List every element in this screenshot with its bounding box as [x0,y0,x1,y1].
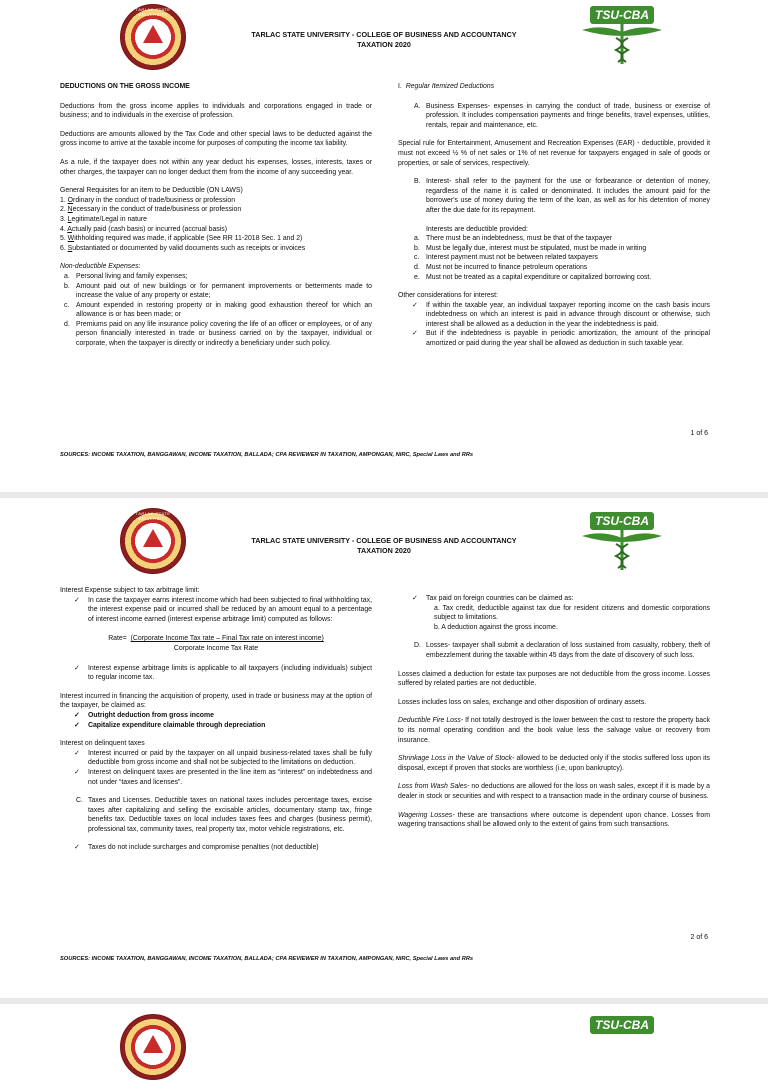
nondeductible-list [60,272,372,349]
page2-right-column [398,594,710,839]
document-header [0,536,768,556]
arbitrage-formula [60,634,372,653]
sources-footer: SOURCES: INCOME TAXATION, BANGGAWAN, INCOME TAXATION, BALLADA; CPA REVIEWER IN TAXATION, AMPONGAN, NIRC, Special Laws and RRs [60,956,474,962]
list-item: e. Must not be treated as a capital expenditure or capitalized borrowing cost. [414,273,652,281]
tsu-cba-logo [578,1014,666,1076]
header-line-2: TAXATION 2020 [357,40,411,49]
list-item: b. Must be legally due, interest must be stipulated, must be made in writing [414,244,647,252]
requisite-item: 2. Necessary in the conduct of trade/business or profession [60,206,242,214]
list-item: ✓ Interest expense arbitrage limits is applicable to all taxpayers (including individuals) subject to regular income tax. [74,664,372,682]
tsu-cba-logo-text: TSU-CBA [590,1016,654,1034]
section-title-deductions: DEDUCTIONS ON THE GROSS INCOME [60,83,190,90]
formula-numerator: (Corporate Income Tax rate – Final Tax rate on interest income) [130,635,324,643]
list-item: ✓ Interest on delinquent taxes are presented in the line item as “interest” on indebtedness and not under “taxes and licenses”. [74,768,372,786]
seal-text: TARLAC STATE UNIVERSITY [135,7,171,17]
tsu-cba-logo-text: TSU-CBA [590,6,654,24]
checkmark-icon: ✓ [74,768,80,776]
paragraph-fire-loss: Deductible Fire Loss- If not totally destroyed is the lower between the cost to restore the property back to its normal operating condition and the book value less the salvage value or recovery from insurance. [398,717,711,744]
checkmark-icon: ✓ [412,301,418,309]
arbitrage-title: Interest Expense subject to tax arbitrage limit: [60,587,200,594]
list-item: ✓ Interest incurred or paid by the taxpayer on all unpaid business-related taxes shall be fully deductible from gross income and shall not be subjected to the limitations on deduction. [74,749,372,767]
seal-text: TARLAC STATE UNIVERSITY [135,511,171,521]
list-item: ✓ Capitalize expenditure claimable through depreciation [74,721,266,729]
header-line-2: TAXATION 2020 [357,546,411,555]
list-item: ✓ In case the taxpayer earns interest income which had been subjected to final withholding tax, the interest expense paid or incurred shall be reduced by an amount equal to a percentage of interest income earned (interest expense arbitrage limit) computed as follows: [74,596,372,623]
checkmark-icon: ✓ [74,749,80,757]
list-item: ✓ If within the taxable year, an individual taxpayer reporting income on the cash basis incurs indebtedness on which an interest is paid in advance through discount or otherwise, such interest shall be allowed as a deduction in the year the indebtedness is paid. [412,301,710,328]
paragraph-shrinkage-loss: Shrinkage Loss in the Value of Stock- allowed to be deducted only if the stocks suffered loss upon its disposal, except if proven that stocks are worthless (i.e, upon bankruptcy). [398,755,711,772]
checkmark-icon: ✓ [74,596,80,604]
list-item: d. Must not be incurred to finance petroleum operations [414,263,588,271]
seal-triangle-icon [143,1035,163,1053]
interest-conditions-list [398,234,710,282]
list-item-interest: B. Interest- shall refer to the payment for the use or forbearance or detention of money, regardless of the name it is called or denominated. It includes the amount paid for the borrower's use of money during the term of the loan, as well as for his detention of money after the due date for its repayment. [414,178,710,214]
list-item: c. Amount expended in restoring property or in making good exhaustion thereof for which an allowance is or has been made; or [64,301,372,319]
paragraph-wash-sales: Loss from Wash Sales- no deductions are allowed for the loss on wash sales, except if it is made by a dealer in stock or securities and with respect to a transaction made in the ordinary course of business. [398,783,710,800]
checkmark-icon: ✓ [74,711,80,719]
requisite-item: 1. Ordinary in the conduct of trade/business or profession [60,196,236,204]
paragraph: Deductions from the gross income applies to individuals and corporations engaged in trade or business; and to individuals in the exercise of profession. [60,102,372,120]
paragraph: As a rule, if the taxpayer does not within any year deduct his expenses, losses, interests, taxes or other charges, the taxpayer can no longer deduct them from the income of any succeeding year. [60,158,372,176]
list-item: ✓ Tax paid on foreign countries can be claimed as: [412,595,574,602]
checkmark-icon: ✓ [74,721,80,729]
paragraph-wagering-losses: Wagering Losses- these are transactions where outcome is dependent upon chance. Losses from wagering transactions shall be allowed only to the extent of gains from such transactions. [398,811,710,829]
requisite-item: 6. Substantiated or documented by valid documents such as receipts or invoices [60,244,306,252]
list-item: d. Premiums paid on any life insurance policy covering the life of an officer or employees, or of any person financially interested in trade or business carried on by the taxpayer, individual or corporate, when the taxpayer is directly or indirectly a beneficiary under such policy. [64,320,372,348]
page-number: 2 of 6 [690,934,708,941]
requisites-title: General Requisites for an item to be Deductible (ON LAWS) [60,187,243,195]
requisite-item: 5. Withholding required was made, if applicable (See RR 11-2018 Sec. 1 and 2) [60,235,303,243]
delinquent-taxes-list [60,749,372,787]
header-line-1: TARLAC STATE UNIVERSITY - COLLEGE OF BUSINESS AND ACCOUNTANCY [251,30,517,39]
paragraph-ear: Special rule for Entertainment, Amusement and Recreation Expenses (EAR) - deductible, provided it must not exceed ½ % of net sales or 1% of net revenue for taxpayers engaged in sale of goods or properties, or sale of services, respectively. [398,140,710,167]
list-item: a. Personal living and family expenses; [64,272,188,280]
page-2 [0,498,768,978]
requisites-list [60,196,372,254]
paragraph: Losses includes loss on sales, exchange and other disposition of ordinary assets. [398,698,647,706]
list-item: ✓ Outright deduction from gross income [74,711,214,719]
requisite-item: 3. Legitimate/Legal in nature [60,215,147,223]
formula-label: Rate= [108,635,127,643]
page-number: 1 of 6 [690,430,708,437]
list-item: a. There must be an indebtedness, must be that of the taxpayer [414,235,613,243]
foreign-option-b: b. A deduction against the gross income. [434,623,558,631]
list-item-losses: D. Losses- taxpayer shall submit a declaration of loss sustained from casualty, robbery, theft of embezzlement during the taxable within 45 days from the date of discovery of such loss. [414,642,710,659]
other-considerations-title: Other considerations for interest: [398,292,498,300]
paragraph: Losses claimed a deduction for estate tax purposes are not deductible from the gross income. Losses suffered by related parties are not deductible. [398,670,710,688]
page-3-partial [0,1004,768,1032]
document-header [0,30,768,50]
section-heading-regular-itemized: I. Regular Itemized Deductions [398,83,495,90]
paragraph: Deductions are amounts allowed by the Tax Code and other special laws to be deducted against the gross income to arrive at the taxable income for purposes of computing the income tax liability. [60,130,372,148]
acquisition-options-list [60,711,372,730]
page2-left-column [60,586,372,853]
checkmark-icon: ✓ [412,595,418,602]
page-1 [0,0,768,492]
checkmark-icon: ✓ [74,844,80,852]
foreign-option-a: a. Tax credit, deductible against tax due for resident citizens and domestic corporations subject to limitations. [434,604,710,622]
requisite-item: 4. Actually paid (cash basis) or incurred (accrual basis) [60,225,228,233]
sources-footer: SOURCES: INCOME TAXATION, BANGGAWAN, INCOME TAXATION, BALLADA; CPA REVIEWER IN TAXATION, AMPONGAN, NIRC, Special Laws and RRs [60,452,474,458]
checkmark-icon: ✓ [412,330,418,338]
tsu-cba-logo-text: TSU-CBA [590,512,654,530]
delinquent-taxes-title: Interest on delinquent taxes [60,740,145,748]
formula-denominator: Corporate Income Tax Rate [173,644,259,652]
checkmark-icon: ✓ [74,664,80,672]
list-item-business-expenses: A. Business Expenses- expenses in carrying the conduct of trade, business or exercise of profession. It includes compensation payments and fringe benefits, travel expenses, utilities, rentals, repair and maintenance, etc. [414,102,710,129]
list-item: c. Interest payment must not be between related taxpayers [414,254,598,262]
header-line-1: TARLAC STATE UNIVERSITY - COLLEGE OF BUSINESS AND ACCOUNTANCY [251,536,517,545]
list-item: ✓ Taxes do not include surcharges and compromise penalties (not deductible) [74,844,319,852]
page1-right-column [398,82,710,349]
list-item: ✓ But if the indebtedness is payable in periodic amortization, the amount of the principal amortized or paid during the year shall be allowed as deduction in such taxable year. [412,330,710,348]
page1-left-column [60,82,372,349]
list-item: b. Amount paid out of new buildings or for permanent improvements or betterments made to increase the value of any property or estate; [64,282,372,300]
university-seal-logo [120,1014,186,1080]
nondeductible-title: Non-deductible Expenses: [60,263,141,271]
interest-conditions-title: Interests are deductible provided: [426,225,528,233]
other-considerations-list [398,301,710,349]
acquisition-paragraph: Interest incurred in financing the acquisition of property, used in trade or business may at the option of the taxpayer, be claimed as: [60,692,372,710]
list-item-taxes-licenses: C. Taxes and Licenses. Deductible taxes on national taxes includes percentage taxes, excise taxes after capitalizing and selling the excisable articles, documentary stamp tax, fringe benefits tax. Deductible taxes on local includes taxes fees and charges (business permit), professional tax, community taxes, real property tax, motor vehicle registrations, etc. [76,797,372,833]
